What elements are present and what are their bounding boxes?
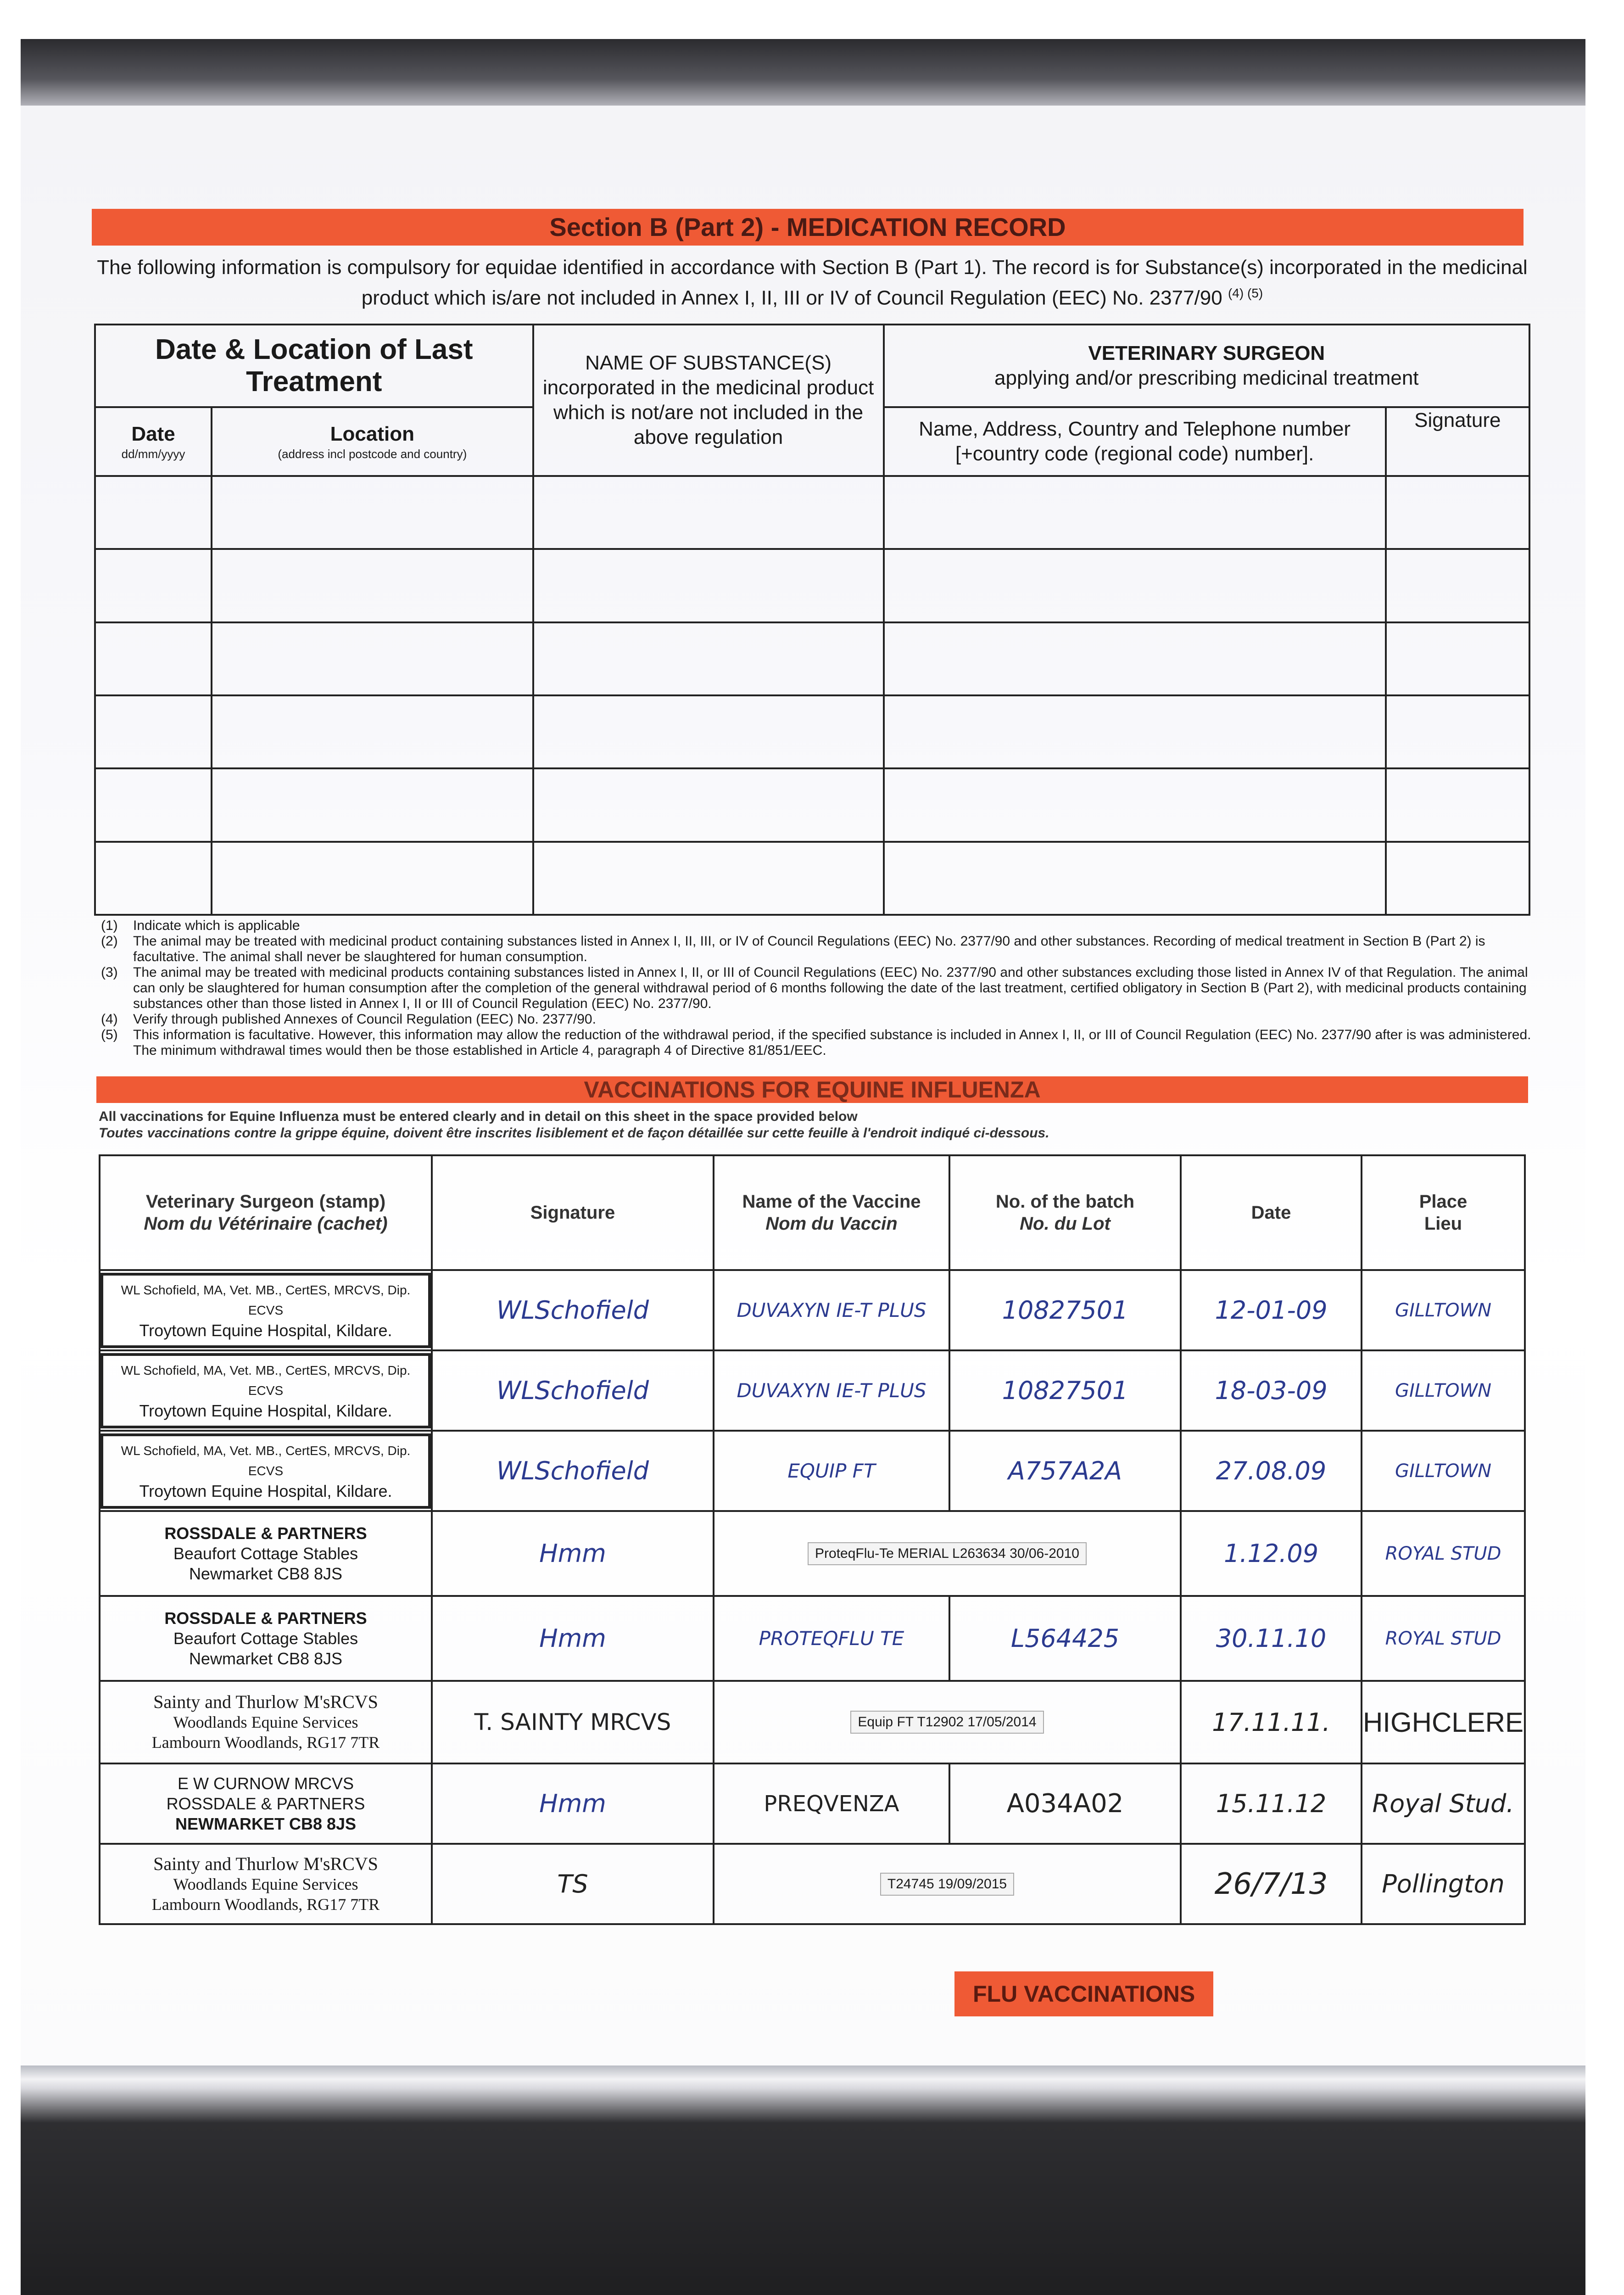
vaccination-date: 12-01-09 [1215,1296,1328,1325]
signature: Hmm [539,1539,606,1568]
vet-stamp: WL Schofield, MA, Vet. MB., CertES, MRCVS, Dip. ECVS Troytown Equine Hospital, Kildare. [100,1353,431,1428]
table-row [95,549,1529,622]
vaccination-place: ROYAL STUD [1385,1628,1501,1649]
vaccination-place: HIGHCLERE [1362,1707,1524,1738]
vaccination-date: 1.12.09 [1223,1539,1319,1568]
signature: T. SAINTY MRCVS [474,1709,671,1735]
footnote: (2) The animal may be treated with medicinal product containing substances listed in Annex I, II, III, or IV of Council Regulations (EEC) No. 2377/90 and other substances. Recording of medical treatment in Section B (Part 2) is facultative. The animal shall never be slaughtered for human consumption. [101,934,1485,964]
date-location-header: Date & Location of Last Treatment [95,325,533,407]
batch-number: L564425 [1010,1624,1120,1653]
signature-header: Signature [432,1155,714,1270]
signature: Hmm [539,1624,606,1653]
section-b-intro: The following information is compulsory for equidae identified in accordance with Section B (Part 1). The record is for Substance(s) incorporated in the medicinal product which is/are not included in Annex I, II, III or IV of Council Regulation (EEC) No. 2377/90 $^{(4) (5)}$ [97,256,1528,309]
medication-record-table [94,324,1530,916]
vet-stamp: WL Schofield, MA, Vet. MB., CertES, MRCVS, Dip. ECVS Troytown Equine Hospital, Kildare. [100,1433,431,1509]
table-row [95,768,1529,841]
vaccine-sticker: Equip FT T12902 17/05/2014 [850,1711,1044,1734]
vaccination-place: Pollington [1382,1870,1505,1898]
vaccination-place: GILLTOWN [1395,1299,1492,1321]
table-row [95,695,1529,768]
vaccination-date: 15.11.12 [1216,1789,1327,1818]
vet-stamp: Sainty and Thurlow M'sRCVS Woodlands Equine Services Lambourn Woodlands, RG17 7TR [151,1853,380,1914]
batch-number: A034A02 [1006,1789,1124,1819]
footnote: (4) Verify through published Annexes of Council Regulation (EEC) No. 2377/90. [101,1012,596,1027]
vet-name-subheader: Name, Address, Country and Telephone number [+country code (regional code) number]. [884,407,1386,476]
footnote: (1) Indicate which is applicable [101,918,300,933]
batch-number: A757A2A [1008,1456,1122,1485]
vaccination-date: 18-03-09 [1215,1376,1328,1405]
table-row [95,476,1529,549]
vet-signature-subheader: Signature [1386,407,1529,476]
vaccine-sticker: ProteqFlu-Te MERIAL L263634 30/06-2010 [808,1542,1087,1565]
table-row [100,1431,1525,1511]
footnote: (3) The animal may be treated with medicinal products containing substances listed in Annex I, II, or III of Council Regulations (EEC) No. 2377/90 and other substances excluding those listed in Annex IV of that Regulation. The animal can only be slaughtered for human consumption after the completion of the general withdrawal period of 6 months following the date of the last treatment, certified obligatory in Section B (Part 2), with medicinal products containing substances other than those listed in Annex I, II or III of Council Regulation (EEC) No. 2377/90. [101,965,1528,1011]
signature: WLSchofield [496,1456,649,1485]
footnote: (5) This information is facultative. However, this information may allow the reduction of the withdrawal period, if the specified substance is included in Annex I, II, or III of Council Regulation (EEC) No. 2377/90 after is was administered. The minimum withdrawal times would then be those established in Article 4, paragraph 4 of Directive 81/851/EEC. [101,1027,1531,1058]
date-subheader: Date dd/mm/yyyy [95,407,212,476]
vaccine-name: EQUIP FT [787,1460,876,1482]
location-subheader: Location (address incl postcode and country) [212,407,533,476]
signature: Hmm [539,1789,606,1818]
vaccination-place: GILLTOWN [1395,1380,1492,1401]
vet-stamp: Sainty and Thurlow M'sRCVS Woodlands Equine Services Lambourn Woodlands, RG17 7TR [151,1691,380,1752]
flu-vaccinations-tab: FLU VACCINATIONS [954,1971,1213,2016]
vaccination-date: 26/7/13 [1214,1867,1328,1901]
table-row [95,842,1529,915]
vaccinations-table [99,1154,1526,1925]
vet-header: VETERINARY SURGEON applying and/or prescribing medicinal treatment [884,325,1529,407]
vet-stamp: ROSSDALE & PARTNERS Beaufort Cottage Stables Newmarket CB8 8JS [164,1523,367,1583]
batch-number: 10827501 [1002,1376,1128,1405]
vet-stamp: ROSSDALE & PARTNERS Beaufort Cottage Stables Newmarket CB8 8JS [164,1608,367,1668]
vaccinations-title: VACCINATIONS FOR EQUINE INFLUENZA [96,1076,1528,1103]
table-row [100,1763,1525,1844]
table-row [95,622,1529,695]
vaccine-sticker: T24745 19/09/2015 [880,1873,1014,1896]
table-row [100,1596,1525,1681]
vaccination-date: 30.11.10 [1216,1624,1327,1653]
vaccination-date: 17.11.11. [1212,1707,1330,1737]
table-row [100,1511,1525,1596]
vet-header: Veterinary Surgeon (stamp) Nom du Vétérinaire (cachet) [100,1155,432,1270]
vet-stamp: E W CURNOW MRCVS ROSSDALE & PARTNERS NEWMARKET CB8 8JS [166,1774,365,1833]
signature: WLSchofield [496,1376,649,1405]
signature: WLSchofield [496,1296,649,1325]
vaccination-place: GILLTOWN [1395,1460,1492,1482]
table-row [100,1350,1525,1431]
vaccine-name: DUVAXYN IE-T PLUS [737,1299,926,1321]
substance-header: NAME OF SUBSTANCE(S) incorporated in the medicinal product which is not/are not included in the above regulation [533,325,884,476]
place-header: Place Lieu [1362,1155,1525,1270]
section-b-title: Section B (Part 2) - MEDICATION RECORD [92,209,1524,246]
batch-number: 10827501 [1002,1296,1128,1325]
table-row [100,1270,1525,1350]
vaccinations-intro: All vaccinations for Equine Influenza must be entered clearly and in detail on this sheet in the space provided below Toutes vaccinations contre la grippe équine, doivent être inscrites lisiblement et de façon détaillée sur cette feuille à l'endroit indiqué ci-dessous. [99,1109,1049,1141]
vaccination-date: 27.08.09 [1216,1456,1327,1485]
vet-stamp: WL Schofield, MA, Vet. MB., CertES, MRCVS, Dip. ECVS Troytown Equine Hospital, Kildare. [100,1273,431,1348]
scan-shadow-bottom [21,2066,1585,2295]
vaccine-name: DUVAXYN IE-T PLUS [737,1379,926,1402]
vaccination-place: Royal Stud. [1372,1789,1514,1818]
table-row [100,1844,1525,1924]
signature: TS [557,1870,588,1898]
vaccine-name: PROTEQFLU TE [759,1627,904,1650]
vaccine-header: Name of the Vaccine Nom du Vaccin [714,1155,949,1270]
footnotes [101,918,1533,1058]
vaccination-place: ROYAL STUD [1385,1543,1501,1564]
table-row [100,1681,1525,1763]
scan-shadow-top [21,39,1585,112]
batch-header: No. of the batch No. du Lot [949,1155,1181,1270]
vaccine-name: PREQVENZA [764,1791,899,1817]
date-header: Date [1181,1155,1362,1270]
